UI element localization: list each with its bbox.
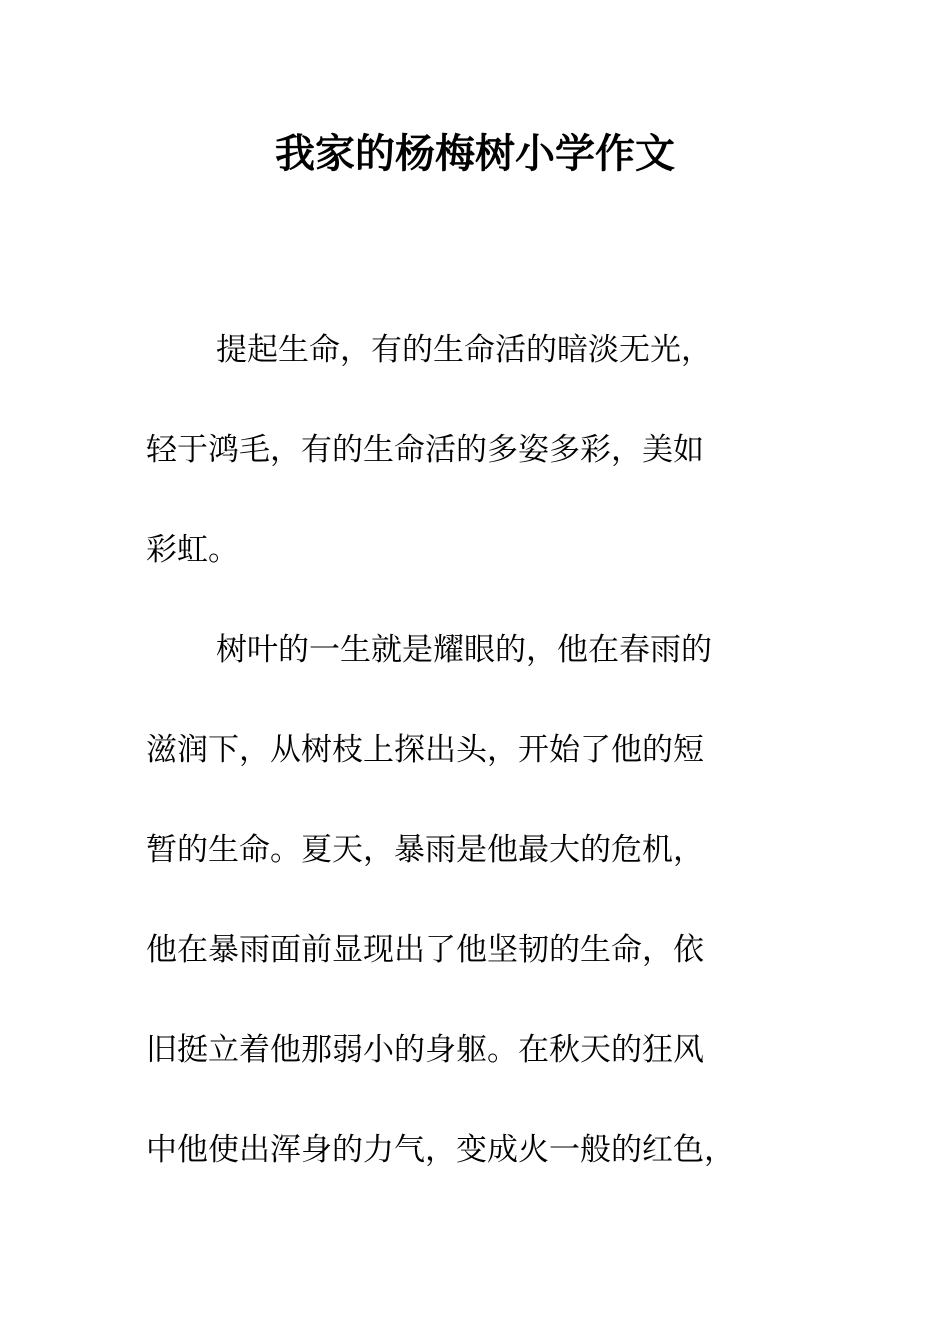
paragraph-line: 他在暴雨面前显现出了他坚韧的生命，依 [146,932,704,968]
document-title: 我家的杨梅树小学作文 [275,130,675,177]
paragraph-line: 提起生命，有的生命活的暗淡无光， [216,332,712,368]
paragraph-line: 旧挺立着他那弱小的身躯。在秋天的狂风 [146,1032,704,1068]
paragraph-line: 滋润下，从树枝上探出头，开始了他的短 [146,732,704,768]
paragraph-1 [146,300,786,600]
document-body [146,300,786,1200]
paragraph-line: 彩虹。 [146,532,239,568]
paragraph-line: 暂的生命。夏天，暴雨是他最大的危机， [146,832,704,868]
paragraph-line: 树叶的一生就是耀眼的，他在春雨的 [216,632,712,668]
paragraph-2 [146,600,786,1200]
paragraph-line: 中他使出浑身的力气，变成火一般的红色， [146,1132,735,1168]
paragraph-line: 轻于鸿毛，有的生命活的多姿多彩，美如 [146,432,704,468]
